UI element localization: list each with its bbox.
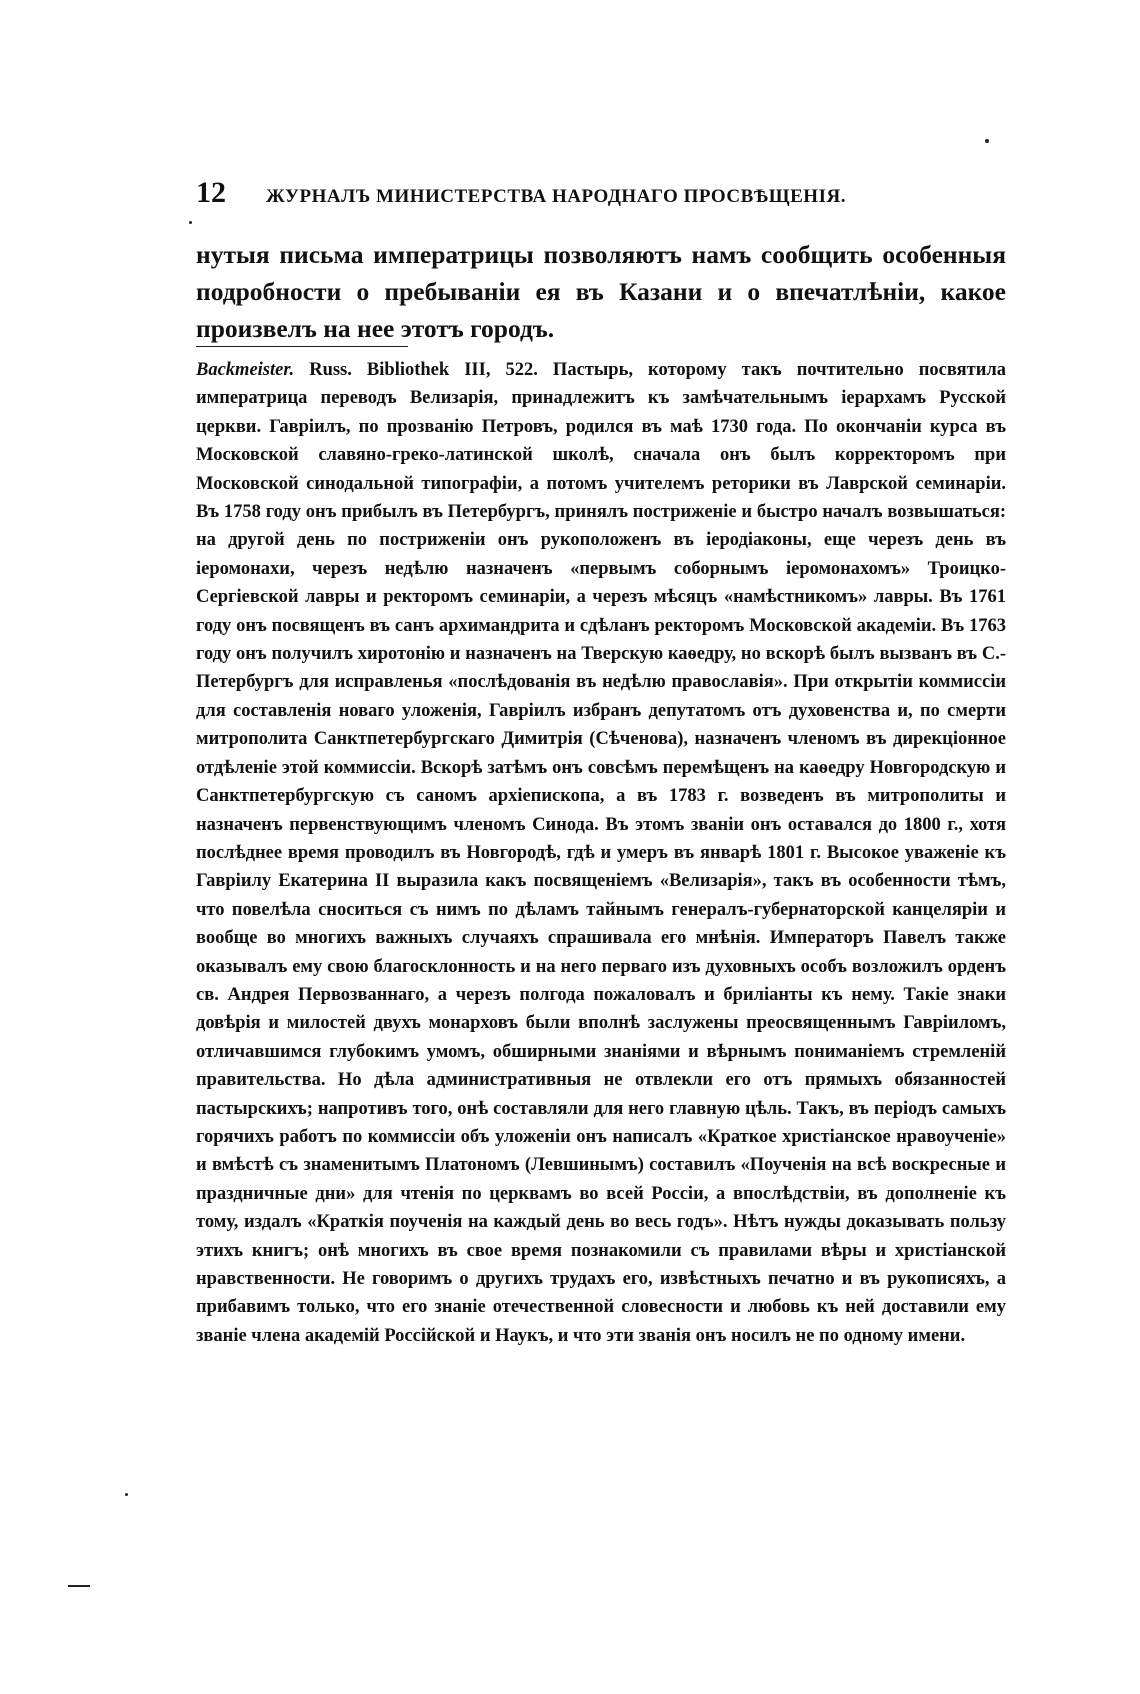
- print-speck: [189, 221, 192, 224]
- body-paragraph: нутыя письма императрицы позволяютъ намъ сообщить особенныя подробности о пребываніи ея въ Казани и о впечатлѣніи, какое произвелъ на нее этотъ городъ.: [196, 240, 1006, 343]
- footnote-author: Backmeister.: [196, 360, 295, 380]
- print-speck: [985, 139, 989, 143]
- margin-mark: [68, 1585, 90, 1587]
- footnote: [196, 356, 1006, 1350]
- page-number: 12: [196, 176, 226, 209]
- footnote-divider: [196, 346, 408, 347]
- journal-title: ЖУРНАЛЪ МИНИСТЕРСТВА НАРОДНАГО ПРОСВѢЩЕНІЯ.: [266, 186, 846, 207]
- footnote-text: Russ. Bibliothek III, 522. Пастырь, которому такъ почтительно посвятила императрица переводъ Велизарія, принадлежитъ къ замѣчательнымъ іерархамъ Русской церкви. Гавріилъ, по прозванію Петровъ, родился въ маѣ 1730 года. По окончаніи курса въ Московской славяно-греко-латинской школѣ, сначала онъ былъ корректоромъ при Московской синодальной типографіи, а потомъ учителемъ реторики въ Лаврской семинаріи. Въ 1758 году онъ прибылъ въ Петербургъ, принялъ постриженіе и быстро началъ возвышаться: на другой день по постриженіи онъ рукоположенъ въ іеродіаконы, еще черезъ день въ іеромонахи, черезъ недѣлю назначенъ «первымъ соборнымъ іеромонахомъ» Троицко-Сергіевской лавры и ректоромъ семинаріи, а черезъ мѣсяцъ «намѣстникомъ» лавры. Въ 1761 году онъ посвященъ въ санъ архимандрита и сдѣланъ ректоромъ Московской академіи. Въ 1763 году онъ получилъ хиротонію и назначенъ на Тверскую каѳедру, но вскорѣ былъ вызванъ въ С.-Петербургъ для исправленья «послѣдованія въ недѣлю православія». При открытіи коммиссіи для составленія новаго уложенія, Гавріилъ избранъ депутатомъ отъ духовенства и, по смерти митрополита Санктпетербургскаго Димитрія (Сѣченова), назначенъ членомъ въ дирекціонное отдѣленіе этой коммиссіи. Вскорѣ затѣмъ онъ совсѣмъ перемѣщенъ на каѳедру Новгородскую и Санктпетербургскую съ саномъ архіепископа, а въ 1783 г. возведенъ въ митрополиты и назначенъ первенствующимъ членомъ Синода. Въ этомъ званіи онъ оставался до 1800 г., хотя послѣднее время проводилъ въ Новгородѣ, гдѣ и умеръ въ январѣ 1801 г. Высокое уваженіе къ Гавріилу Екатерина II выразила какъ посвященіемъ «Велизарія», такъ въ особенности тѣмъ, что повелѣла сноситься съ нимъ по дѣламъ тайнымъ генералъ-губернаторской канцеляріи и вообще во многихъ важныхъ случаяхъ спрашивала его мнѣнія. Императоръ Павелъ также оказывалъ ему свою благосклонность и на него перваго изъ духовныхъ особъ возложилъ орденъ св. Андрея Первозваннаго, а черезъ полгода пожаловалъ и бриліанты къ нему. Такіе знаки довѣрія и милостей двухъ монарховъ были вполнѣ заслужены преосвященнымъ Гавріиломъ, отличавшимся глубокимъ умомъ, обширными знаніями и вѣрнымъ пониманіемъ стремленій правительства. Но дѣла административныя не отвлекли его отъ прямыхъ обязанностей пастырскихъ; напротивъ того, онѣ составляли для него главную цѣль. Такъ, въ періодъ самыхъ горячихъ работъ по коммиссіи объ уложеніи онъ написалъ «Краткое христіанское нравоученіе» и вмѣстѣ съ знаменитымъ Платономъ (Левшинымъ) составилъ «Поученія на всѣ воскресные и праздничные дни» для чтенія по церквамъ во всей Россіи, а впослѣдствіи, въ дополненіе къ тому, издалъ «Краткія поученія на каждый день во весь годъ». Нѣтъ нужды доказывать пользу этихъ книгъ; онѣ многихъ въ свое время познакомили съ правилами вѣры и христіанской нравственности. Не говоримъ о другихъ трудахъ его, извѣстныхъ печатно и въ рукописяхъ, а прибавимъ только, что его знаніе отечественной словесности и любовь къ ней доставили ему званіе члена академій Россійской и Наукъ, и что эти званія онъ носилъ не по одному имени.: [196, 360, 1006, 1346]
- print-speck: [125, 1493, 128, 1496]
- running-head: [196, 176, 856, 210]
